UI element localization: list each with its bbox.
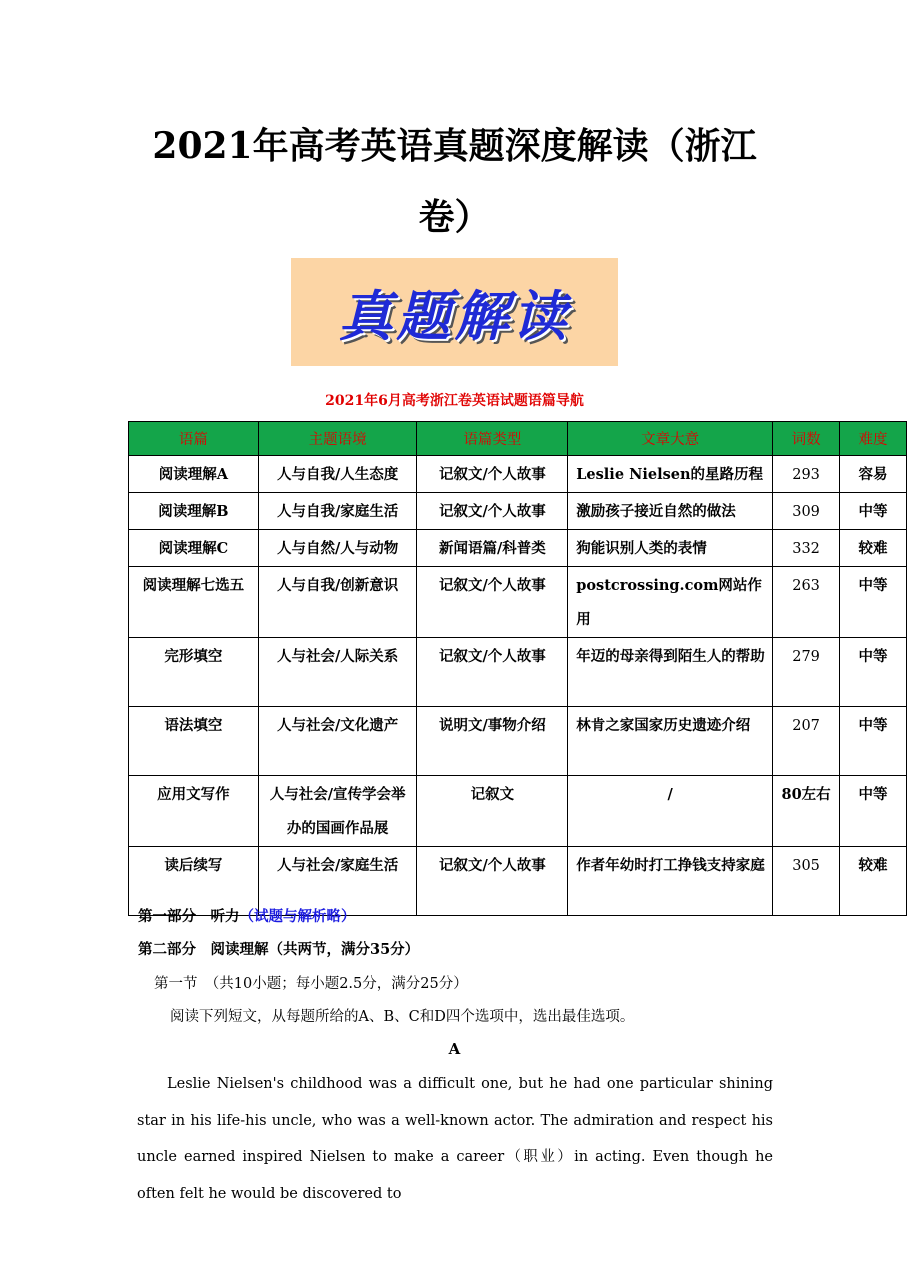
passage-body	[137, 1066, 773, 1212]
table-cell: 记叙文/个人故事	[417, 456, 568, 493]
table-cell: 人与自我/家庭生活	[258, 493, 417, 530]
part1-label: 第一部分 听力	[138, 908, 240, 925]
table-cell: 人与社会/文化遗产	[258, 707, 417, 776]
table-cell: 记叙文/个人故事	[417, 638, 568, 707]
title-banner-image	[291, 258, 618, 366]
part1-note: （试题与解析略）	[239, 908, 356, 925]
header-cell: 语篇类型	[417, 422, 568, 456]
part1-heading	[138, 905, 356, 926]
passage-letter: A	[448, 1040, 461, 1058]
table-row	[129, 638, 907, 707]
passage-navigation-table	[128, 421, 907, 916]
table-cell: 人与社会/家庭生活	[258, 847, 417, 916]
header-cell: 词数	[773, 422, 840, 456]
table-cell: Leslie Nielsen的星路历程	[568, 456, 773, 493]
passage-paragraph: Leslie Nielsen's childhood was a difficult one, but he had one particular shining star in his life-his uncle, who was a well-known actor. The admiration and respect his uncle earned inspired Nielsen to make a career（职业）in acting. Even though he often felt he would be discovered to	[137, 1076, 773, 1202]
table-row	[129, 707, 907, 776]
table-cell: 说明文/事物介绍	[417, 707, 568, 776]
table-cell: 阅读理解七选五	[129, 567, 259, 638]
header-cell: 语篇	[129, 422, 259, 456]
table-cell: 279	[773, 638, 840, 707]
table-cell: 293	[773, 456, 840, 493]
table-cell: 309	[773, 493, 840, 530]
table-cell: 80左右	[773, 776, 840, 847]
table-cell: 中等	[840, 493, 907, 530]
document-title-line1: 2021年高考英语真题深度解读（浙江	[152, 125, 757, 167]
table-cell: 林肯之家国家历史遗迹介绍	[568, 707, 773, 776]
table-cell: /	[568, 776, 773, 847]
table-cell: 较难	[840, 847, 907, 916]
table-cell: 中等	[840, 567, 907, 638]
table-cell: 新闻语篇/科普类	[417, 530, 568, 567]
table-cell: 人与自我/创新意识	[258, 567, 417, 638]
table-cell: 狗能识别人类的表情	[568, 530, 773, 567]
table-cell: 激励孩子接近自然的做法	[568, 493, 773, 530]
table-cell: 人与社会/人际关系	[258, 638, 417, 707]
part2-heading: 第二部分 阅读理解（共两节，满分35分）	[138, 941, 420, 958]
table-cell: 记叙文/个人故事	[417, 847, 568, 916]
table-caption: 2021年6月高考浙江卷英语试题语篇导航	[325, 393, 584, 409]
table-cell: 中等	[840, 638, 907, 707]
table-cell: 中等	[840, 707, 907, 776]
banner-text: 真题解读	[338, 283, 571, 348]
table-cell: 305	[773, 847, 840, 916]
table-cell: 207	[773, 707, 840, 776]
section1-heading: 第一节 （共10小题；每小题2.5分，满分25分）	[154, 976, 468, 992]
table-row	[129, 456, 907, 493]
table-cell: 语法填空	[129, 707, 259, 776]
table-cell: 332	[773, 530, 840, 567]
table-cell: 应用文写作	[129, 776, 259, 847]
table-row	[129, 776, 907, 847]
table-cell: 作者年幼时打工挣钱支持家庭	[568, 847, 773, 916]
header-cell: 主题语境	[258, 422, 417, 456]
instruction-text: 阅读下列短文，从每题所给的A、B、C和D四个选项中，选出最佳选项。	[170, 1009, 635, 1025]
document-title-line2: 卷）	[418, 196, 491, 238]
table-cell: postcrossing.com网站作用	[568, 567, 773, 638]
table-header-row	[129, 422, 907, 456]
table-cell: 容易	[840, 456, 907, 493]
table-cell: 年迈的母亲得到陌生人的帮助	[568, 638, 773, 707]
table-cell: 阅读理解A	[129, 456, 259, 493]
table-cell: 中等	[840, 776, 907, 847]
header-cell: 文章大意	[568, 422, 773, 456]
table-row	[129, 493, 907, 530]
table-cell: 读后续写	[129, 847, 259, 916]
table-cell: 记叙文/个人故事	[417, 493, 568, 530]
table-cell: 人与自然/人与动物	[258, 530, 417, 567]
header-cell: 难度	[840, 422, 907, 456]
table-row	[129, 530, 907, 567]
table-cell: 记叙文/个人故事	[417, 567, 568, 638]
table-cell: 较难	[840, 530, 907, 567]
table-cell: 人与自我/人生态度	[258, 456, 417, 493]
table-cell: 阅读理解C	[129, 530, 259, 567]
table-cell: 阅读理解B	[129, 493, 259, 530]
table-cell: 人与社会/宣传学会举办的国画作品展	[258, 776, 417, 847]
table-cell: 263	[773, 567, 840, 638]
table-cell: 记叙文	[417, 776, 568, 847]
table-cell: 完形填空	[129, 638, 259, 707]
table-row	[129, 567, 907, 638]
